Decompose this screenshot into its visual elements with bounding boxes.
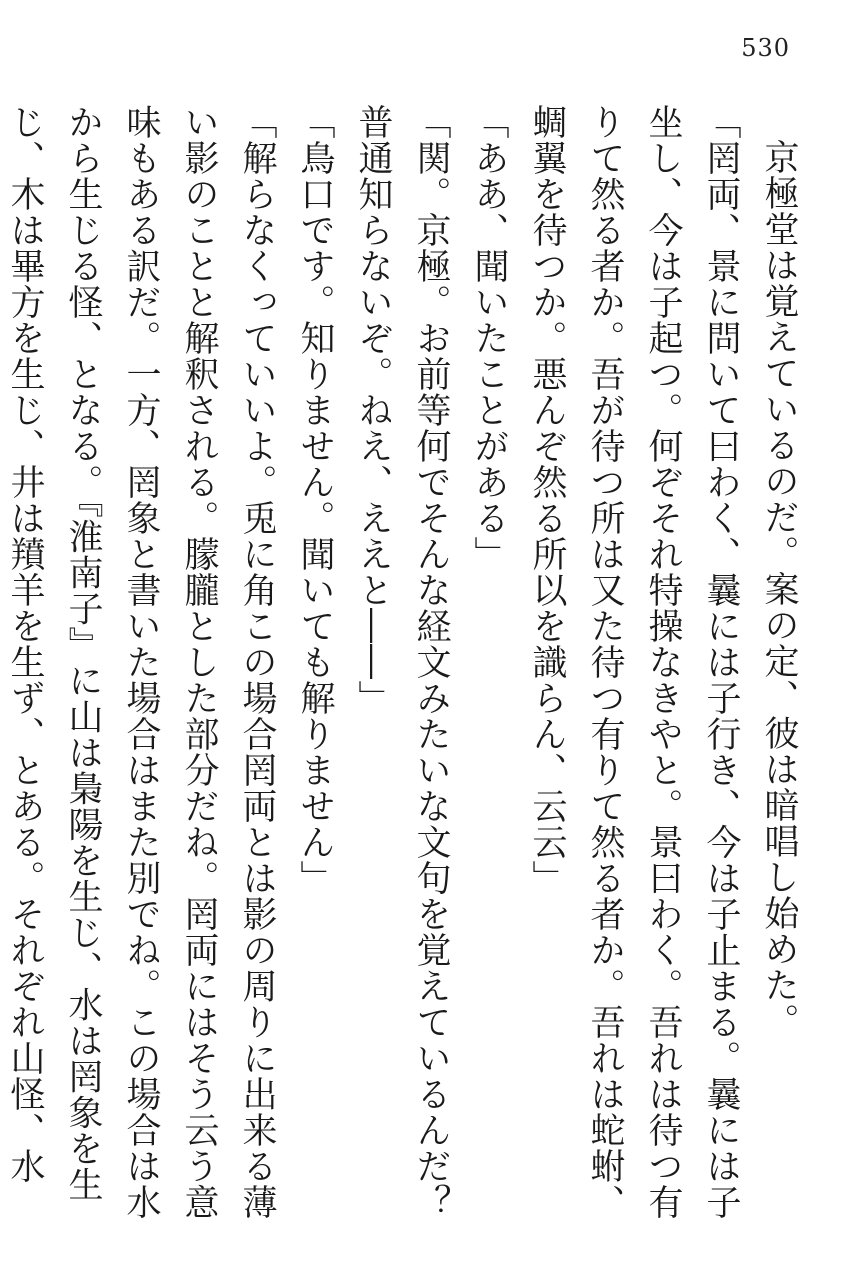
dialog-paragraph: 「ああ、聞いたことがある」 — [469, 104, 509, 572]
dialog-paragraph: 「鳥口です。知りません。聞いても解りません」 — [295, 104, 335, 896]
dialog-paragraph: 「罔両、景に問いて曰わく、曩には子行き、今は子止まる。曩には子坐し、今は子起つ。何ぞそれ特操なきやと。景曰わく。吾れは待つ有りて然る者か。吾が待つ所は又た待つ有りて然る者か。吾れは蛇蚹、蜩翼を待つか。悪んぞ然る所以を識らん、云云」 — [527, 104, 741, 1220]
page-number: 530 — [741, 34, 790, 62]
narration-paragraph: 京極堂は覚えているのだ。案の定、彼は暗唱し始めた。 — [759, 139, 799, 1039]
dialog-paragraph: 「関。京極。お前等何でそんな経文みたいな文句を覚えているんだ？ 普通知らないぞ。ねえ、ええと――」 — [353, 104, 451, 1256]
vertical-text-body — [5, 104, 808, 1256]
dialog-paragraph: 「解らなくっていいよ。兎に角この場合罔両とは影の周りに出来る薄い影のことと解釈される。朦朧とした部分だね。罔両にはそう云う意味もある訳だ。一方、罔象と書いた場合はまた別でね。この場合は水から生じる怪、となる。『淮南子』に山は梟陽を生じ、水は罔象を生じ、木は畢方を生じ、井は羵羊を生ず、とある。それぞれ山怪、水 — [5, 104, 277, 1220]
